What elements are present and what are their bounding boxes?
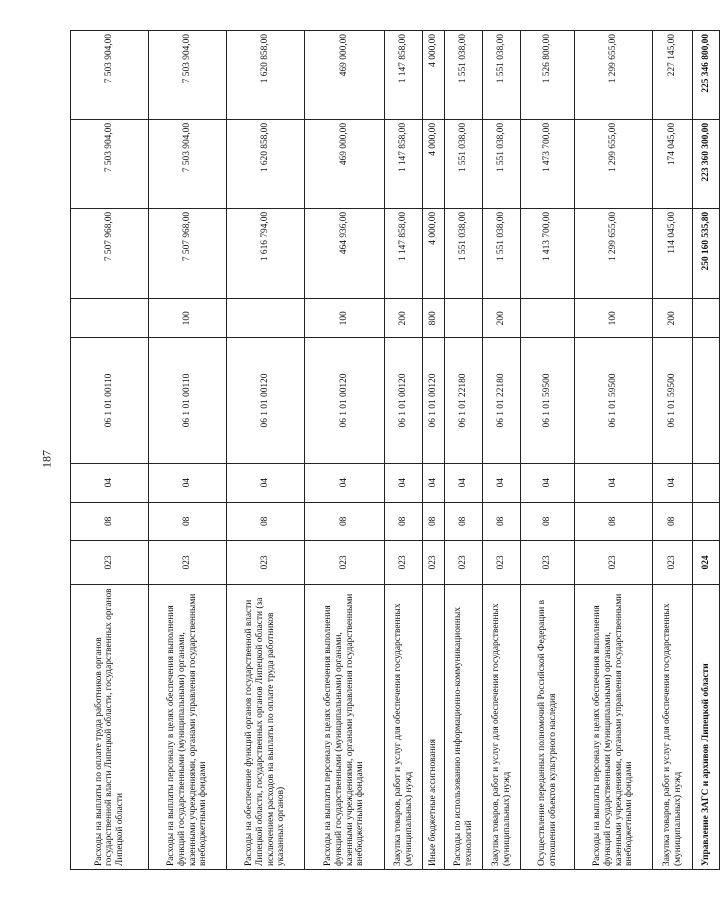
row-amount-year1: 7 507 968,00 <box>149 208 227 299</box>
page-number <box>40 448 54 470</box>
table-row <box>227 31 305 870</box>
row-section: 08 <box>305 502 385 541</box>
row-name: Расходы на выплаты персоналу в целях обеспечения выполнения функций государственными (муниципальными) органами, казенными учреждениями, органами управления государственными внебюджетными фондами <box>575 584 653 869</box>
row-ved: 023 <box>305 541 385 585</box>
row-expense-type: 100 <box>575 299 653 338</box>
document-page <box>70 30 711 870</box>
row-amount-year3: 7 503 904,00 <box>71 31 149 120</box>
row-expense-type <box>227 299 305 338</box>
row-section: 08 <box>385 502 423 541</box>
row-subsection <box>693 463 720 502</box>
row-section: 08 <box>653 502 693 541</box>
table-row <box>385 31 423 870</box>
table-row <box>521 31 575 870</box>
row-expense-type: 200 <box>483 299 521 338</box>
row-target-article: 06 1 01 22180 <box>483 338 521 464</box>
row-ved: 023 <box>71 541 149 585</box>
row-amount-year1: 1 551 038,00 <box>445 208 483 299</box>
row-subsection: 04 <box>227 463 305 502</box>
row-expense-type <box>521 299 575 338</box>
row-ved: 023 <box>227 541 305 585</box>
row-amount-year1: 1 616 794,00 <box>227 208 305 299</box>
row-section: 08 <box>445 502 483 541</box>
row-amount-year1: 7 507 968,00 <box>71 208 149 299</box>
row-target-article: 06 1 01 59500 <box>653 338 693 464</box>
row-amount-year1: 1 413 700,00 <box>521 208 575 299</box>
row-expense-type: 100 <box>305 299 385 338</box>
row-amount-year3: 1 551 038,00 <box>483 31 521 120</box>
row-amount-year2: 1 551 038,00 <box>445 119 483 208</box>
row-amount-year3: 1 526 800,00 <box>521 31 575 120</box>
row-expense-type: 200 <box>653 299 693 338</box>
row-expense-type <box>693 299 720 338</box>
row-section: 08 <box>521 502 575 541</box>
row-ved: 023 <box>483 541 521 585</box>
row-target-article: 06 1 01 00110 <box>71 338 149 464</box>
table-row <box>653 31 693 870</box>
row-ved: 023 <box>149 541 227 585</box>
row-amount-year1: 114 045,00 <box>653 208 693 299</box>
row-section: 08 <box>149 502 227 541</box>
row-subsection: 04 <box>305 463 385 502</box>
row-section: 08 <box>227 502 305 541</box>
row-amount-year1: 4 000,00 <box>423 208 445 299</box>
row-amount-year3: 7 503 904,00 <box>149 31 227 120</box>
row-amount-year3: 1 147 858,00 <box>385 31 423 120</box>
row-ved: 023 <box>423 541 445 585</box>
page-number-text: 187 <box>39 450 54 468</box>
row-amount-year2: 1 147 858,00 <box>385 119 423 208</box>
row-subsection: 04 <box>483 463 521 502</box>
row-amount-year2: 469 000,00 <box>305 119 385 208</box>
row-amount-year3: 4 000,00 <box>423 31 445 120</box>
row-name: Закупка товаров, работ и услуг для обеспечения государственных (муниципальных) нужд <box>483 584 521 869</box>
row-amount-year3: 227 145,00 <box>653 31 693 120</box>
table-total-row <box>693 31 720 870</box>
row-ved: 023 <box>521 541 575 585</box>
row-target-article <box>693 338 720 464</box>
row-subsection: 04 <box>423 463 445 502</box>
row-expense-type <box>71 299 149 338</box>
row-name: Расходы на выплаты по оплате труда работников органов государственной власти Липецкой области, государственных органов Липецкой области <box>71 584 149 869</box>
row-target-article: 06 1 01 59500 <box>575 338 653 464</box>
row-amount-year1: 1 551 038,00 <box>483 208 521 299</box>
row-amount-year3: 225 346 800,00 <box>693 31 720 120</box>
row-name: Расходы по использованию информационно-коммуникационных технологий <box>445 584 483 869</box>
table-row <box>71 31 149 870</box>
row-amount-year2: 1 551 038,00 <box>483 119 521 208</box>
budget-table-body <box>71 31 720 870</box>
row-target-article: 06 1 01 00120 <box>385 338 423 464</box>
table-row <box>149 31 227 870</box>
row-amount-year1: 464 936,00 <box>305 208 385 299</box>
row-ved: 023 <box>445 541 483 585</box>
row-subsection: 04 <box>149 463 227 502</box>
row-amount-year2: 7 503 904,00 <box>71 119 149 208</box>
row-target-article: 06 1 01 22180 <box>445 338 483 464</box>
row-amount-year2: 7 503 904,00 <box>149 119 227 208</box>
row-amount-year3: 469 000,00 <box>305 31 385 120</box>
row-amount-year2: 1 473 700,00 <box>521 119 575 208</box>
row-amount-year2: 4 000,00 <box>423 119 445 208</box>
row-name: Расходы на выплаты персоналу в целях обеспечения выполнения функций государственными (муниципальными) органами, казенными учреждениями, органами управления государственными внебюджетными фондами <box>305 584 385 869</box>
row-target-article: 06 1 01 00120 <box>305 338 385 464</box>
table-row <box>423 31 445 870</box>
row-section: 08 <box>71 502 149 541</box>
row-name: Иные бюджетные ассигнования <box>423 584 445 869</box>
row-name: Расходы на обеспечение функций органов государственной власти Липецкой области, государственных органов Липецкой области (за исключением расходов на выплаты по оплате труда работников указанных органов) <box>227 584 305 869</box>
row-amount-year3: 1 299 655,00 <box>575 31 653 120</box>
row-name: Расходы на выплаты персоналу в целях обеспечения выполнения функций государственными (муниципальными) органами, казенными учреждениями, органами управления государственными внебюджетными фондами <box>149 584 227 869</box>
row-target-article: 06 1 01 00120 <box>227 338 305 464</box>
row-target-article: 06 1 01 00120 <box>423 338 445 464</box>
row-amount-year3: 1 620 858,00 <box>227 31 305 120</box>
row-subsection: 04 <box>653 463 693 502</box>
row-subsection: 04 <box>71 463 149 502</box>
row-amount-year1: 1 299 655,00 <box>575 208 653 299</box>
row-subsection: 04 <box>385 463 423 502</box>
row-expense-type: 800 <box>423 299 445 338</box>
row-amount-year2: 1 620 858,00 <box>227 119 305 208</box>
row-name: Осуществление переданных полномочий Российской Федерации в отношении объектов культурного наследия <box>521 584 575 869</box>
row-target-article: 06 1 01 00110 <box>149 338 227 464</box>
row-name: Закупка товаров, работ и услуг для обеспечения государственных (муниципальных) нужд <box>653 584 693 869</box>
row-ved: 023 <box>575 541 653 585</box>
row-ved: 023 <box>653 541 693 585</box>
row-expense-type: 200 <box>385 299 423 338</box>
row-section: 08 <box>423 502 445 541</box>
row-ved: 023 <box>385 541 423 585</box>
row-subsection: 04 <box>445 463 483 502</box>
row-section: 08 <box>575 502 653 541</box>
row-subsection: 04 <box>521 463 575 502</box>
row-amount-year2: 223 360 300,00 <box>693 119 720 208</box>
row-amount-year3: 1 551 038,00 <box>445 31 483 120</box>
row-expense-type: 100 <box>149 299 227 338</box>
row-name: Закупка товаров, работ и услуг для обеспечения государственных (муниципальных) нужд <box>385 584 423 869</box>
table-row <box>445 31 483 870</box>
row-section <box>693 502 720 541</box>
table-row <box>575 31 653 870</box>
row-target-article: 06 1 01 59500 <box>521 338 575 464</box>
row-name: Управление ЗАГС и архивов Липецкой области <box>693 584 720 869</box>
row-amount-year2: 1 299 655,00 <box>575 119 653 208</box>
table-row <box>305 31 385 870</box>
row-amount-year1: 1 147 858,00 <box>385 208 423 299</box>
table-row <box>483 31 521 870</box>
row-section: 08 <box>483 502 521 541</box>
row-expense-type <box>445 299 483 338</box>
row-subsection: 04 <box>575 463 653 502</box>
row-ved: 024 <box>693 541 720 585</box>
budget-table <box>70 30 720 870</box>
row-amount-year2: 174 045,00 <box>653 119 693 208</box>
row-amount-year1: 250 160 535,80 <box>693 208 720 299</box>
